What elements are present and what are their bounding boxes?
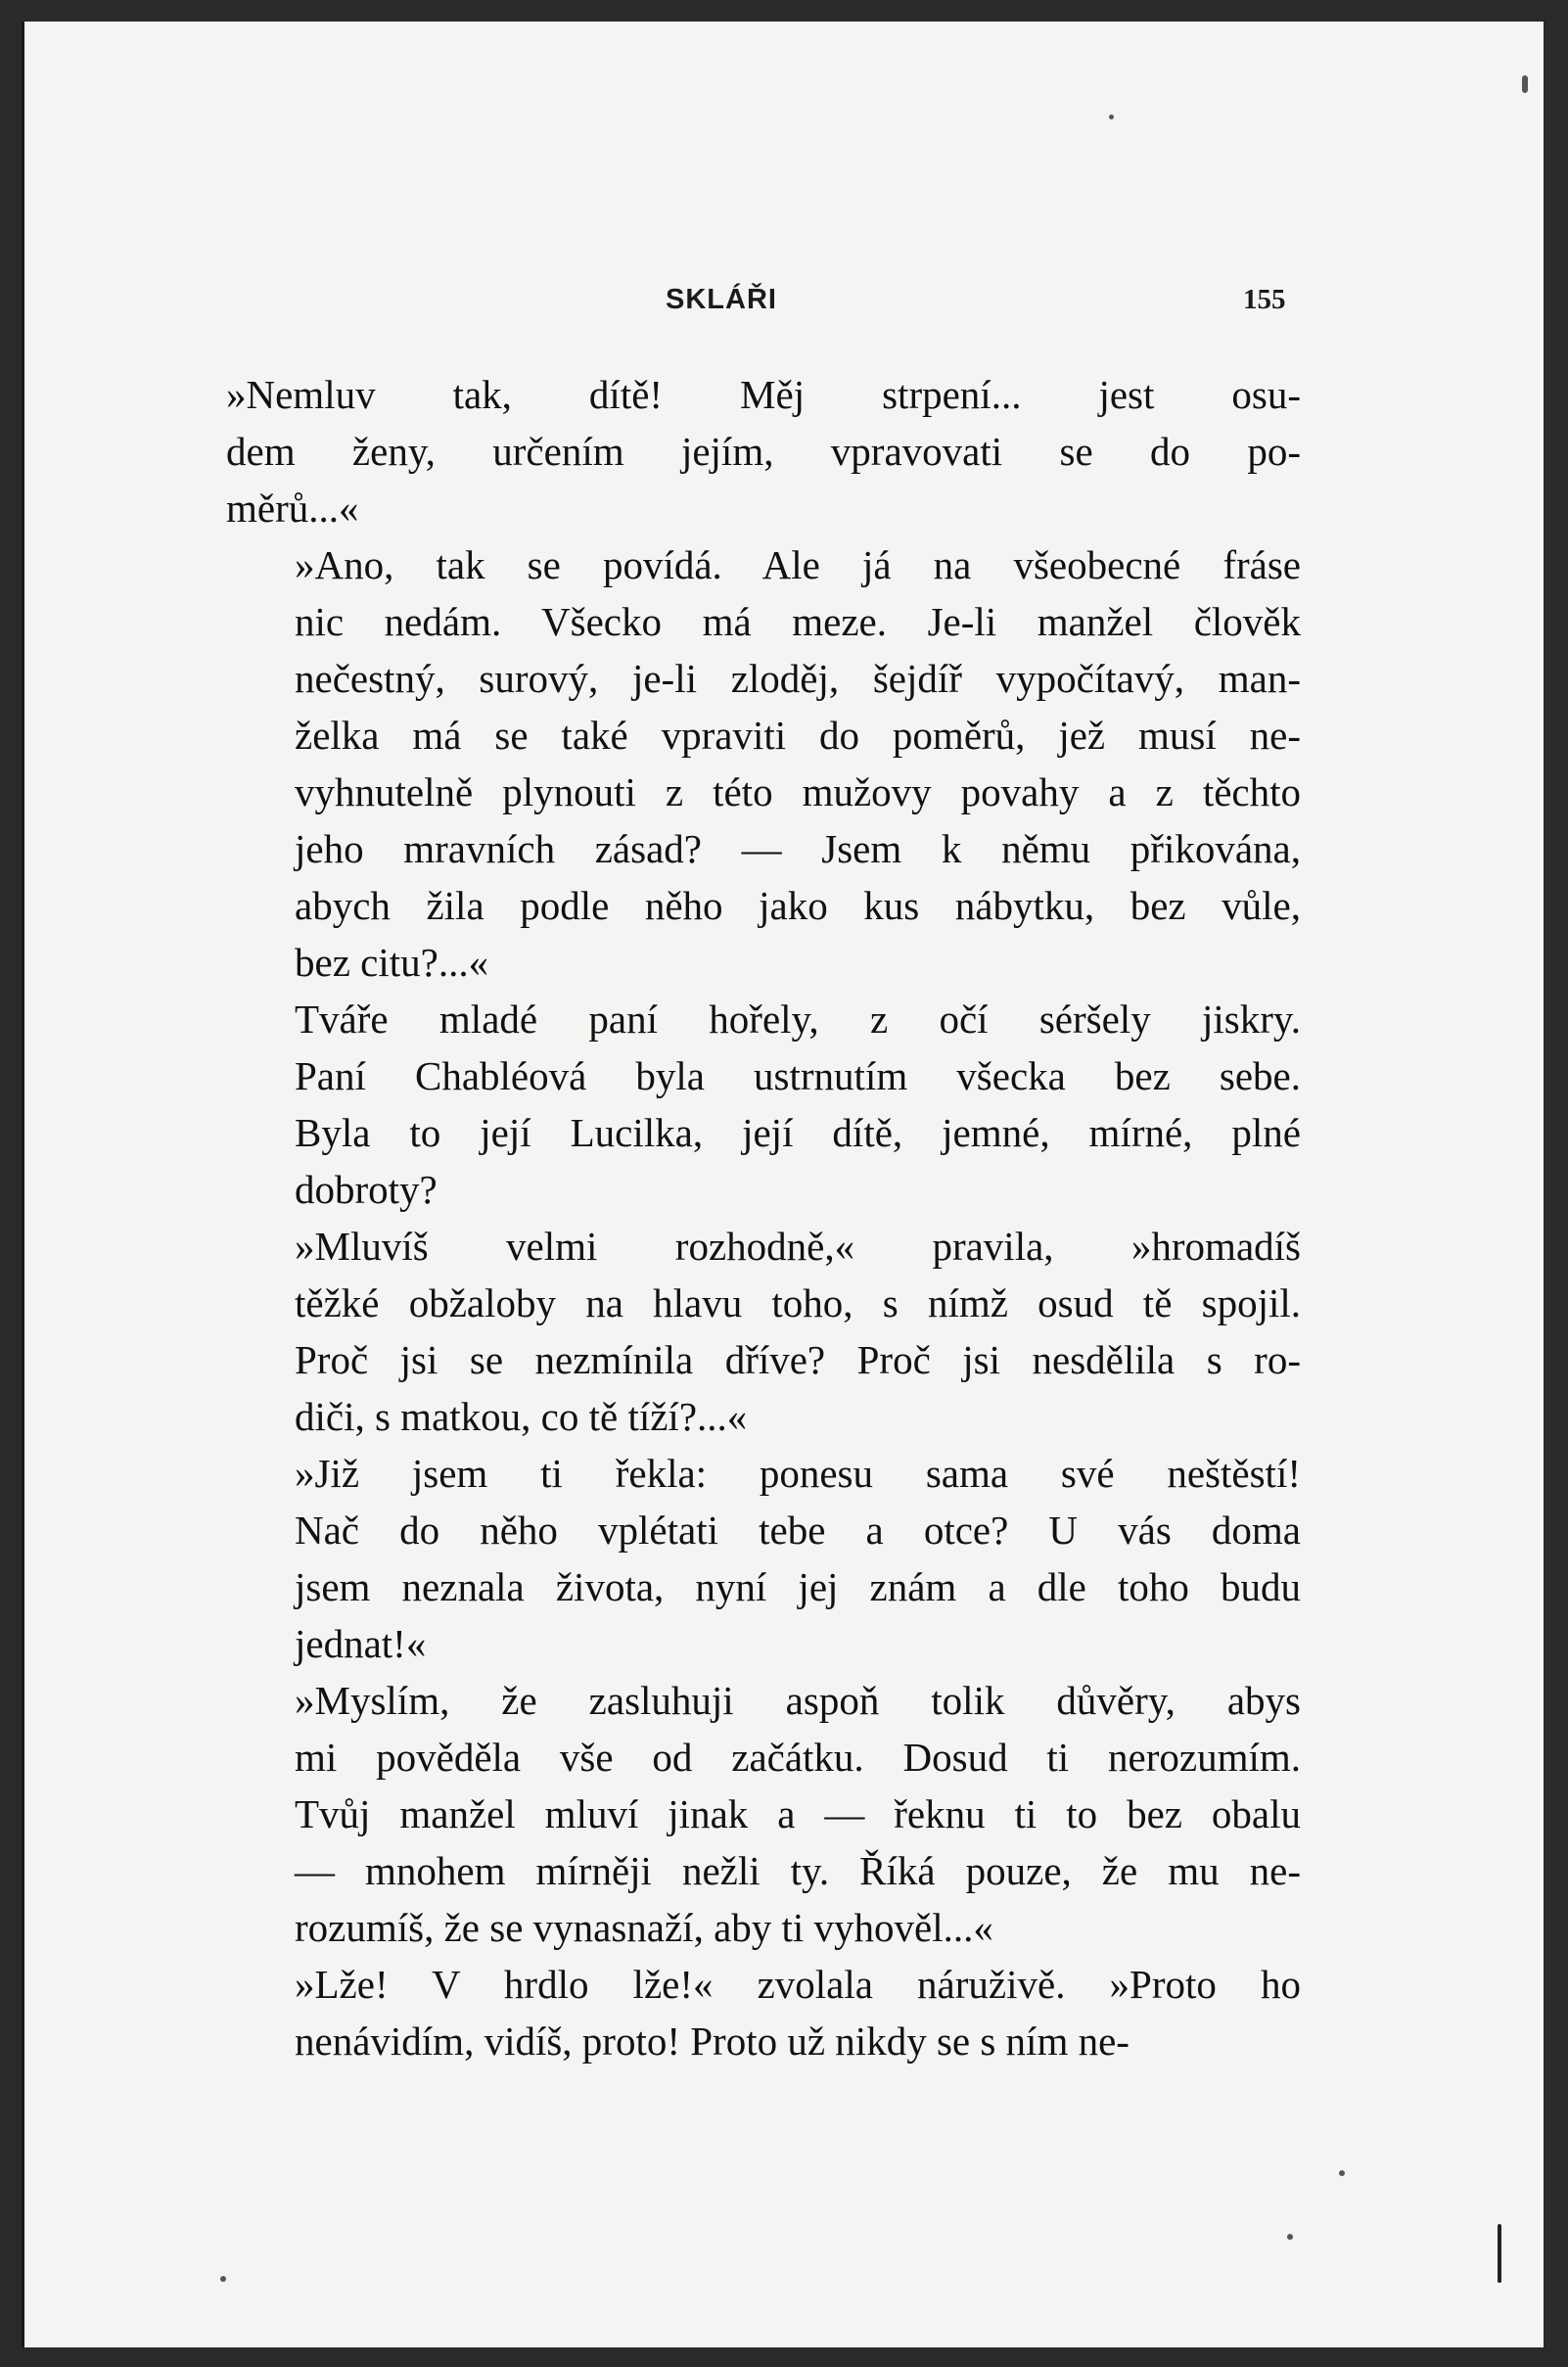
text-line: nic nedám. Všecko má meze. Je-li manžel člověk xyxy=(295,599,1301,644)
text-line: mi pověděla vše od začátku. Dosud ti nerozumím. xyxy=(295,1735,1301,1780)
text-line: Nač do něho vplétati tebe a otce? U vás doma xyxy=(295,1508,1301,1553)
text-line: jeho mravních zásad? — Jsem k němu přikována, xyxy=(295,826,1301,871)
text-line: bez citu?...« xyxy=(295,940,489,985)
text-line: vyhnutelně plynouti z této mužovy povahy a z těchto xyxy=(295,769,1301,814)
scan-speck xyxy=(1498,2224,1501,2283)
text-line: jednat!« xyxy=(295,1621,427,1666)
text-line: Tvůj manžel mluví jinak a — řeknu ti to bez obalu xyxy=(295,1791,1301,1836)
text-line: měrů...« xyxy=(226,486,359,531)
text-line: abych žila podle něho jako kus nábytku, bez vůle, xyxy=(295,883,1301,928)
book-page xyxy=(22,22,1544,2347)
text-line: nenávidím, vidíš, proto! Proto už nikdy se s ním ne- xyxy=(295,2019,1130,2064)
scan-speck xyxy=(1339,2170,1345,2176)
scan-speck xyxy=(1287,2234,1293,2240)
paragraph xyxy=(226,366,1301,536)
text-line: jsem neznala života, nyní jej znám a dle toho budu xyxy=(295,1564,1301,1609)
scan-speck xyxy=(1522,75,1528,93)
text-line: »Lže! V hrdlo lže!« zvolala náruživě. »Proto ho xyxy=(295,1962,1301,2007)
paragraph xyxy=(226,1445,1301,1672)
running-title: SKLÁŘI xyxy=(666,284,777,315)
page-number: 155 xyxy=(1243,284,1286,315)
text-line: dobroty? xyxy=(295,1167,438,1212)
text-line: dem ženy, určením jejím, vpravovati se do po- xyxy=(226,429,1301,474)
paragraph xyxy=(226,1672,1301,1956)
text-line: — mnohem mírněji nežli ty. Říká pouze, že mu ne- xyxy=(295,1848,1301,1893)
text-line: želka má se také vpraviti do poměrů, jež musí ne- xyxy=(295,713,1301,758)
text-line: těžké obžaloby na hlavu toho, s nímž osud tě spojil. xyxy=(295,1280,1301,1325)
text-line: nečestný, surový, je-li zloděj, šejdíř vypočítavý, man- xyxy=(295,656,1301,701)
scan-speck xyxy=(220,2276,226,2282)
text-line: »Mluvíš velmi rozhodně,« pravila, »hromadíš xyxy=(295,1224,1301,1269)
text-line: Paní Chabléová byla ustrnutím všecka bez sebe. xyxy=(295,1053,1301,1098)
text-line: Byla to její Lucilka, její dítě, jemné, mírné, plné xyxy=(295,1110,1301,1155)
text-line: diči, s matkou, co tě tíží?...« xyxy=(295,1394,748,1439)
text-line: »Myslím, že zasluhuji aspoň tolik důvěry, abys xyxy=(295,1678,1301,1723)
paragraph xyxy=(226,991,1301,1218)
scan-speck xyxy=(1109,115,1114,119)
text-line: »Již jsem ti řekla: ponesu sama své neštěstí! xyxy=(295,1451,1301,1496)
text-line: Tváře mladé paní hořely, z očí séršely jiskry. xyxy=(295,997,1301,1042)
text-line: Proč jsi se nezmínila dříve? Proč jsi nesdělila s ro- xyxy=(295,1337,1301,1382)
paragraph xyxy=(226,1956,1301,2069)
page-header xyxy=(24,284,1544,333)
text-line: »Nemluv tak, dítě! Měj strpení... jest osu- xyxy=(226,372,1301,417)
paragraph xyxy=(226,536,1301,991)
paragraph xyxy=(226,1218,1301,1445)
text-line: »Ano, tak se povídá. Ale já na všeobecné fráse xyxy=(295,542,1301,587)
body-text xyxy=(226,366,1301,2069)
text-line: rozumíš, že se vynasnaží, aby ti vyhověl...« xyxy=(295,1905,993,1950)
